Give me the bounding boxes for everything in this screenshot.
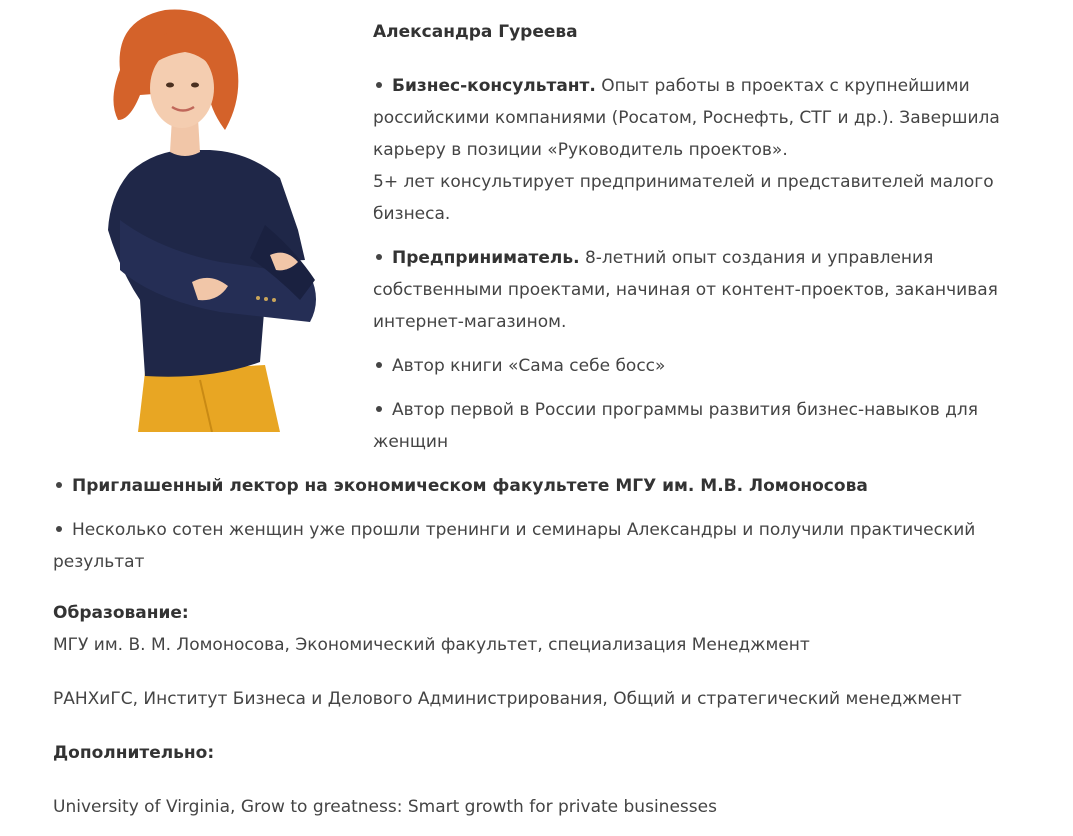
bullet-entrepreneur [373,242,1013,338]
bullet-text: Автор первой в России программы развития бизнес-навыков для женщин [373,400,979,452]
additional-item-block [53,791,1043,823]
portrait-photo [100,0,330,432]
bullet-book-author [373,350,1013,382]
bullet-consultant [373,70,1013,230]
bio-right-column [373,16,1013,470]
bullet-text: 8-летний опыт создания и управления собственными проектами, начиная от контент-проектов, заканчивая интернет-магазином. [373,248,998,332]
additional-item: University of Virginia, Grow to greatness: Smart growth for private businesses [53,797,717,817]
bullet-dot [376,406,382,412]
bullet-lecturer [53,470,1043,502]
bullet-text: Несколько сотен женщин уже прошли тренинги и семинары Александры и получили практический результат [53,520,976,572]
bullet-text-continued: 5+ лет консультирует предпринимателей и представителей малого бизнеса. [373,172,994,224]
bullet-bold: Предприниматель. [392,248,580,268]
bullet-program-author [373,394,1013,458]
bullet-dot [376,362,382,368]
education-item-2-block [53,683,1043,715]
bullet-trainings [53,514,1043,578]
bullet-text: Опыт работы в проектах с крупнейшими российскими компаниями (Росатом, Роснефть, СТГ и др.). Завершила карьеру в позиции «Руководитель проектов». [373,76,1000,160]
bullet-dot [376,254,382,260]
additional-heading: Дополнительно: [53,743,215,763]
bullet-text: Автор книги «Сама себе босс» [392,356,666,376]
bullet-dot [56,526,62,532]
bullet-bold: Приглашенный лектор на экономическом факультете МГУ им. М.В. Ломоносова [72,476,868,496]
education-item: РАНХиГС, Институт Бизнеса и Делового Администрирования, Общий и стратегический менеджмент [53,689,962,709]
bullet-dot [56,482,62,488]
bullet-dot [376,82,382,88]
education-section [53,597,1043,661]
bullet-trainings-block [53,514,1043,578]
education-heading: Образование: [53,603,189,623]
person-name: Александра Гуреева [373,22,578,42]
additional-section [53,737,1043,769]
education-item: МГУ им. В. М. Ломоносова, Экономический факультет, специализация Менеджмент [53,635,810,655]
bullet-lecturer-block [53,470,1043,502]
bullet-bold: Бизнес-консультант. [392,76,596,96]
